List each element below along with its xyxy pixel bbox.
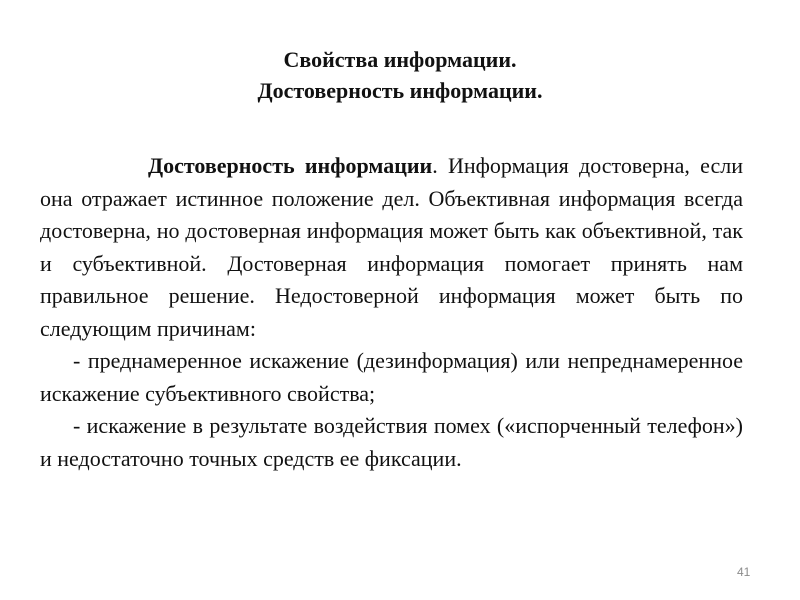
paragraph-definition — [40, 150, 743, 345]
definition-term-punct: . — [432, 153, 438, 178]
definition-term: Достоверность информации — [148, 153, 433, 178]
paragraph-cause-1: - преднамеренное искажение (дезинформация) или непреднамеренное искажение субъективного свойства; — [40, 348, 743, 406]
page-number: 41 — [737, 565, 751, 579]
slide-body — [40, 150, 743, 475]
paragraph-cause-2: - искажение в результате воздействия помех («испорченный телефон») и недостаточно точных средств ее фиксации. — [40, 413, 743, 471]
title-line-2: Достоверность информации. — [257, 78, 543, 103]
slide-title — [0, 44, 800, 106]
definition-text: Информация достоверна, если она отражает истинное положение дел. Объективная информация всегда достоверна, но достоверная информация может быть как объективной, так и субъективной. Достоверная информация помогает принять нам правильное решение. Недостоверной информация может быть по следующим причинам: — [40, 153, 744, 341]
title-line-1: Свойства информации. — [283, 47, 517, 72]
